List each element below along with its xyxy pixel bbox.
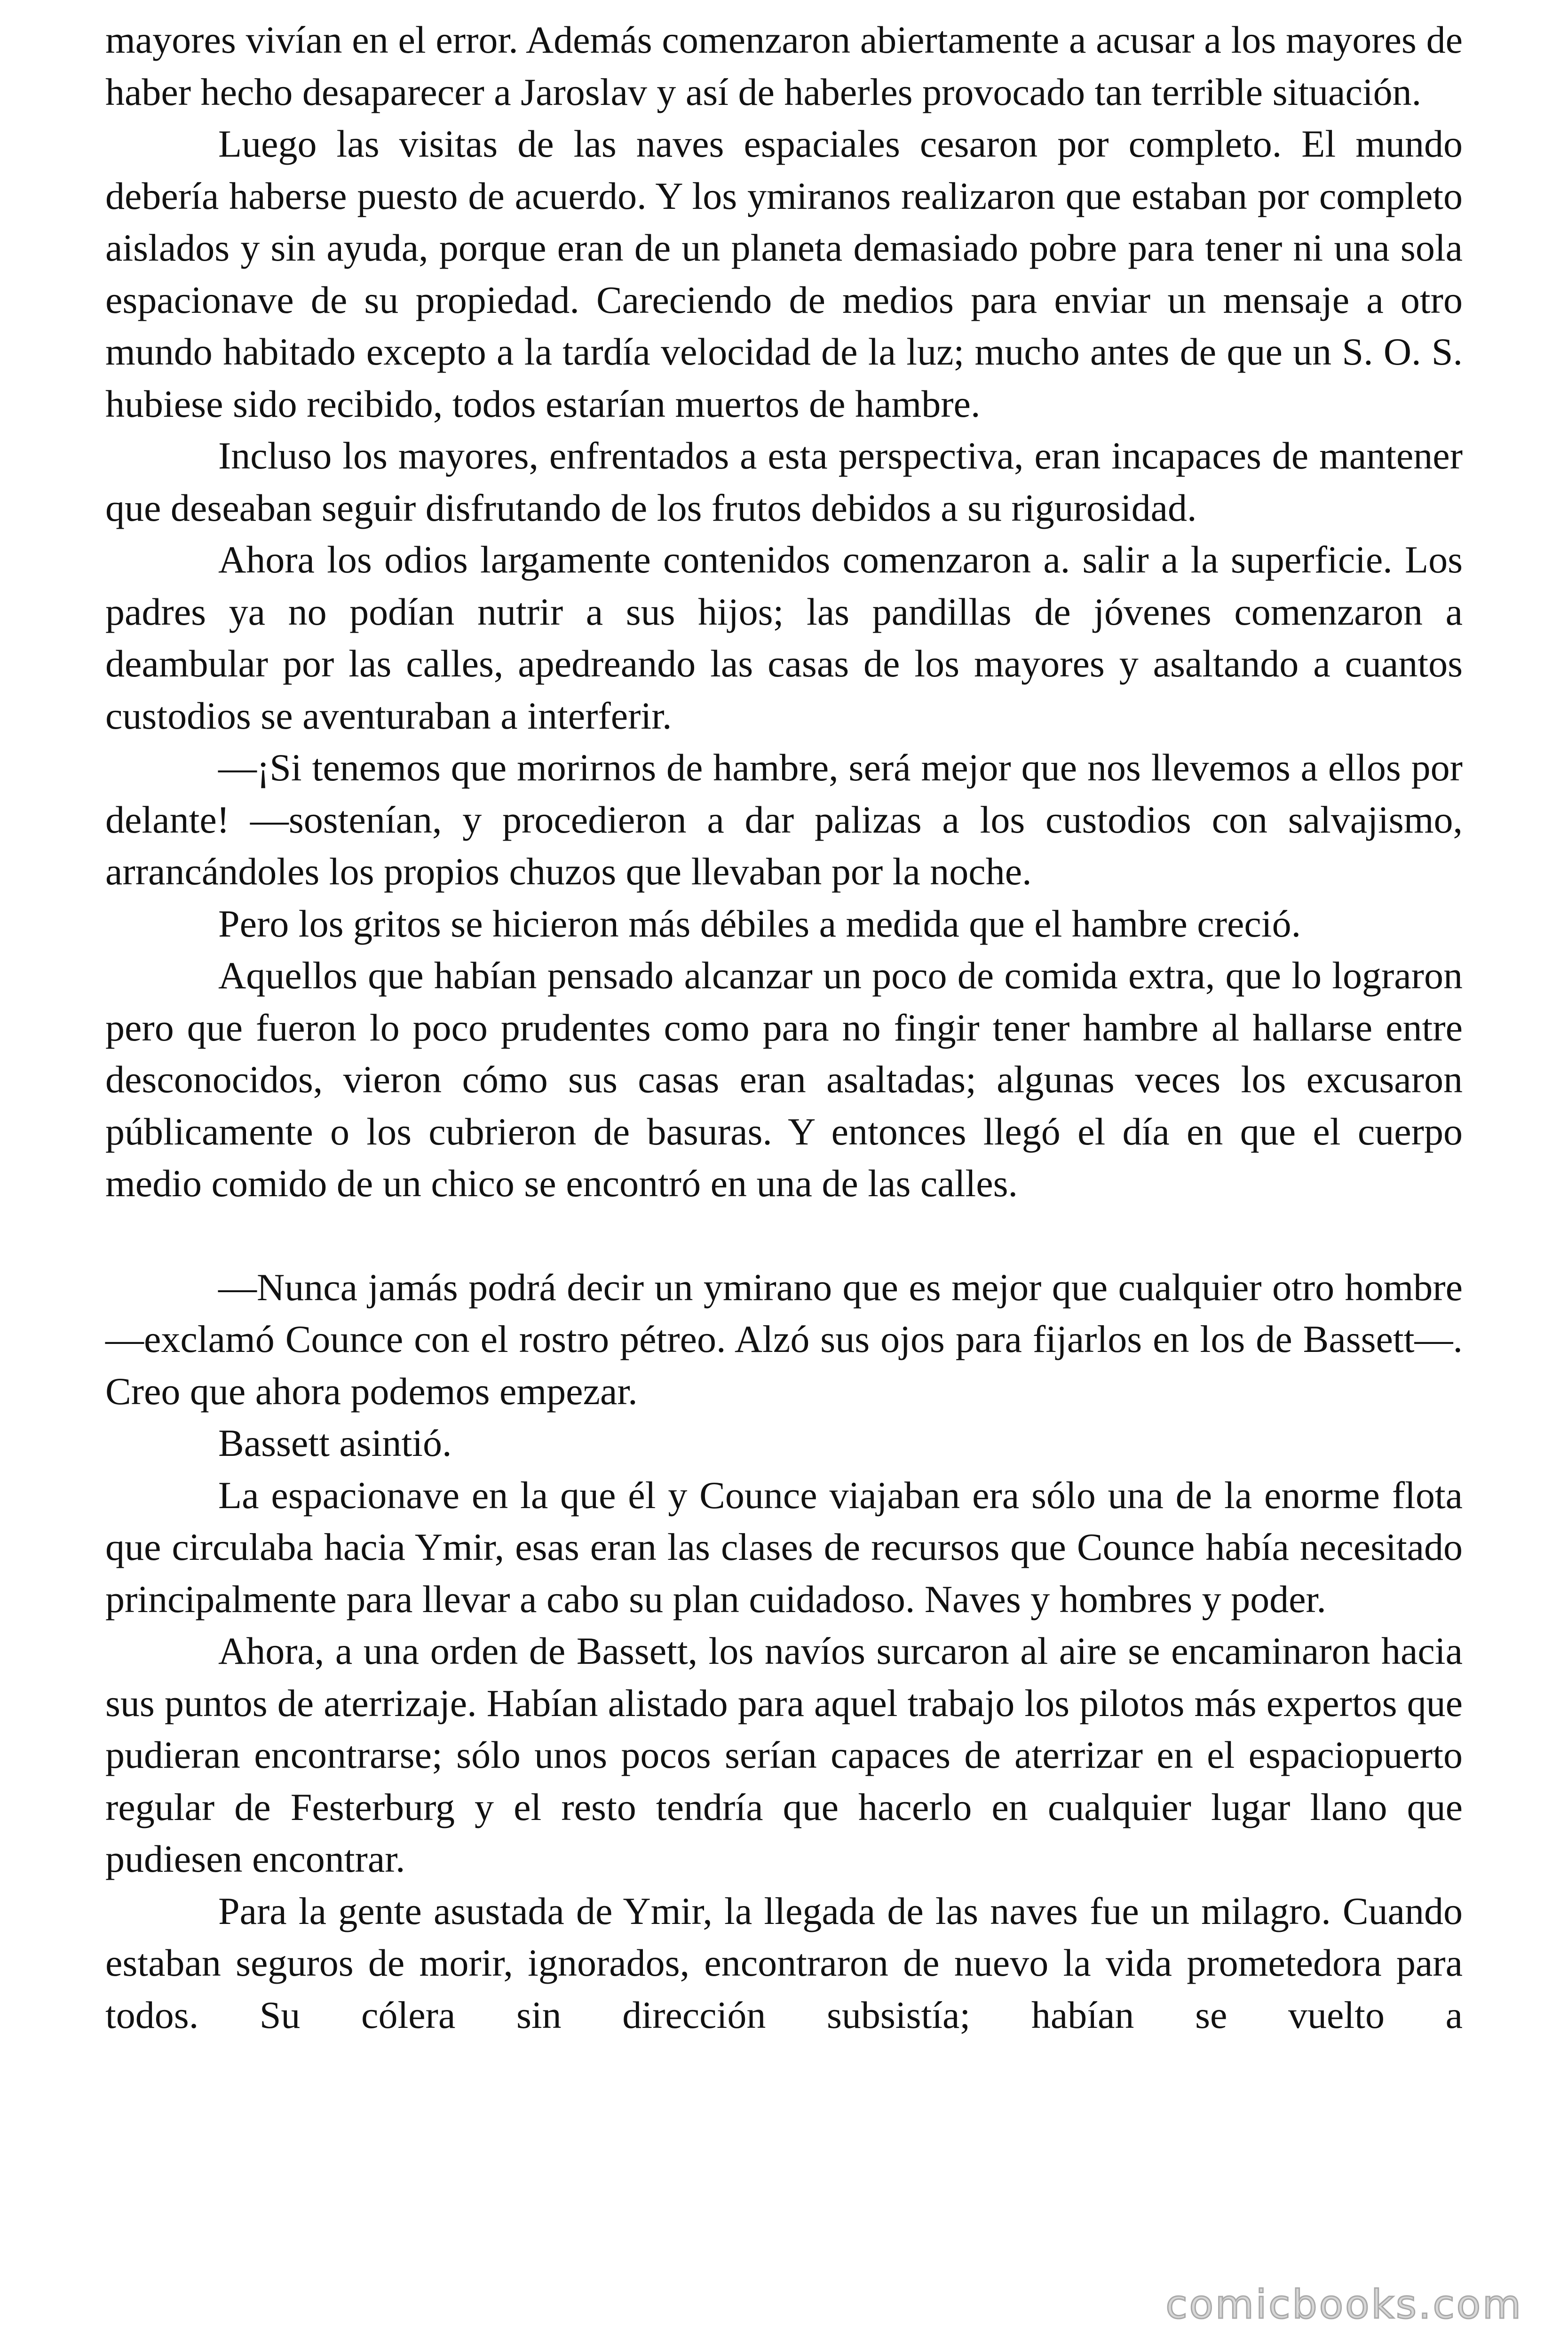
paragraph-2: Luego las visitas de las naves espaciales cesaron por completo. El mundo debería haberse puesto de acuerdo. Y los ymiranos realizaron que estaban por completo aislados y sin ayuda, porque eran de un planeta demasiado pobre para tener ni una sola espacionave de su propiedad. Careciendo de medios para enviar un mensaje a otro mundo habitado excepto a la tardía velocidad de la luz; mucho antes de que un S. O. S. hubiese sido recibido, todos estarían muertos de hambre. bbox=[105, 122, 1463, 425]
paragraph-10: La espacionave en la que él y Counce viajaban era sólo una de la enorme flota que circulaba hacia Ymir, esas eran las clases de recursos que Counce había necesitado principalmente para llevar a cabo su plan cuidadoso. Naves y hombres y poder. bbox=[105, 1473, 1463, 1621]
paragraph-7: Aquellos que habían pensado alcanzar un poco de comida extra, que lo lograron pero que fueron lo poco prudentes como para no fingir tener hambre al hallarse entre desconocidos, vieron cómo sus casas eran asaltadas; algunas veces los excusaron públicamente o los cubrieron de basuras. Y entonces llegó el día en que el cuerpo medio comido de un chico se encontró en una de las calles. bbox=[105, 954, 1463, 1205]
paragraph-12: Para la gente asustada de Ymir, la llegada de las naves fue un milagro. Cuando estaban seguros de morir, ignorados, encontraron de nuevo la vida prometedora para todos. Su cólera sin dirección subsistía; habían se vuelto a bbox=[105, 1889, 1463, 2036]
paragraph-8: —Nunca jamás podrá decir un ymirano que es mejor que cualquier otro hombre —exclamó Counce con el rostro pétreo. Alzó sus ojos para fijarlos en los de Bassett—. Creo que ahora podemos empezar. bbox=[105, 1265, 1463, 1413]
paragraph-11: Ahora, a una orden de Bassett, los navíos surcaron al aire se encaminaron hacia sus puntos de aterrizaje. Habían alistado para aquel trabajo los pilotos más expertos que pudieran encontrarse; sólo unos pocos serían capaces de aterrizar en el espaciopuerto regular de Festerburg y el resto tendría que hacerlo en cualquier lugar llano que pudiesen encontrar. bbox=[105, 1629, 1463, 1880]
paragraph-9: Bassett asintió. bbox=[218, 1422, 452, 1464]
paragraph-1: mayores vivían en el error. Además comenzaron abiertamente a acusar a los mayores de haber hecho desaparecer a Jaroslav y así de haberles provocado tan terrible situación. bbox=[105, 18, 1463, 113]
paragraph-4: Ahora los odios largamente contenidos comenzaron a. salir a la superficie. Los padres ya no podían nutrir a sus hijos; las pandillas de jóvenes comenzaron a deambular por las calles, apedreando las casas de los mayores y asaltando a cuantos custodios se aventuraban a interferir. bbox=[105, 538, 1463, 737]
paragraph-5: —¡Si tenemos que morirnos de hambre, será mejor que nos llevemos a ellos por delante! —sostenían, y procedieron a dar palizas a los custodios con salvajismo, arrancándoles los propios chuzos que llevaban por la noche. bbox=[105, 746, 1463, 893]
paragraph-3: Incluso los mayores, enfrentados a esta perspectiva, eran incapaces de mantener que deseaban seguir disfrutando de los frutos debidos a su rigurosidad. bbox=[105, 434, 1463, 529]
paragraph-6: Pero los gritos se hicieron más débiles a medida que el hambre creció. bbox=[218, 902, 1301, 945]
watermark-logo: comicbooks.com bbox=[1165, 2281, 1523, 2328]
book-page bbox=[105, 14, 1463, 2041]
